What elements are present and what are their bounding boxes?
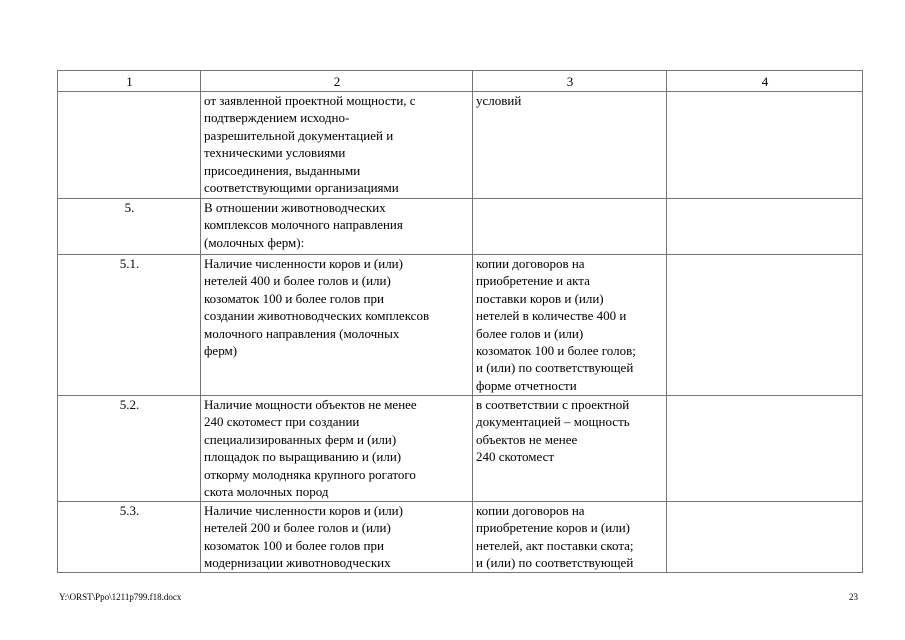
criterion-cell bbox=[201, 199, 473, 255]
column-header-3: 3 bbox=[473, 71, 667, 92]
confirmation-text: копии договоров на приобретение и акта поставки коров и (или) нетелей в количестве 400 и более голов и (или) козоматок 100 и более голов; и (или) по соответствующей форме отчетности bbox=[476, 256, 636, 393]
column-header-2: 2 bbox=[201, 71, 473, 92]
confirmation-cell bbox=[473, 502, 667, 573]
table-row bbox=[58, 92, 863, 199]
confirmation-cell bbox=[473, 396, 667, 502]
table-row bbox=[58, 255, 863, 396]
table-row bbox=[58, 396, 863, 502]
table-row bbox=[58, 502, 863, 573]
criterion-text: Наличие численности коров и (или) нетелей 400 и более голов и (или) козоматок 100 и более голов при создании животноводческих комплексов молочного направления (молочных ферм) bbox=[204, 256, 430, 359]
row-number: 5. bbox=[58, 199, 201, 255]
row-number: 5.1. bbox=[58, 255, 201, 396]
criterion-text: от заявленной проектной мощности, с подтверждением исходно- разрешительной документацией и техническими условиями присоединения, выданными соответствующими организациями bbox=[204, 93, 416, 196]
criterion-cell bbox=[201, 255, 473, 396]
confirmation-cell bbox=[473, 199, 667, 255]
criterion-cell bbox=[201, 502, 473, 573]
document-table bbox=[57, 70, 863, 573]
table-header-row bbox=[58, 71, 863, 92]
criterion-cell bbox=[201, 92, 473, 199]
column-header-4: 4 bbox=[667, 71, 863, 92]
confirmation-text: условий bbox=[476, 93, 522, 108]
footer-file-path: Y:\ORST\Ppo\1211p799.f18.docx bbox=[59, 592, 182, 602]
empty-cell bbox=[667, 199, 863, 255]
row-number: 5.2. bbox=[58, 396, 201, 502]
empty-cell bbox=[667, 396, 863, 502]
criterion-cell bbox=[201, 396, 473, 502]
confirmation-text: в соответствии с проектной документацией – мощность объектов не менее 240 скотомест bbox=[476, 397, 630, 465]
criterion-text: В отношении животноводческих комплексов молочного направления (молочных ферм): bbox=[204, 200, 403, 250]
criterion-text: Наличие численности коров и (или) нетелей 200 и более голов и (или) козоматок 100 и более голов при модернизации животноводческих bbox=[204, 503, 403, 571]
page-number: 23 bbox=[849, 592, 858, 602]
empty-cell bbox=[667, 92, 863, 199]
table-row bbox=[58, 199, 863, 255]
empty-cell bbox=[667, 255, 863, 396]
confirmation-text: копии договоров на приобретение коров и (или) нетелей, акт поставки скота; и (или) по соответствующей bbox=[476, 503, 634, 571]
criterion-text: Наличие мощности объектов не менее 240 скотомест при создании специализированных ферм и (или) площадок по выращиванию и (или) откорму молодняка крупного рогатого скота молочных пород bbox=[204, 397, 417, 500]
column-header-1: 1 bbox=[58, 71, 201, 92]
confirmation-cell bbox=[473, 255, 667, 396]
empty-cell bbox=[667, 502, 863, 573]
row-number bbox=[58, 92, 201, 199]
row-number: 5.3. bbox=[58, 502, 201, 573]
confirmation-cell bbox=[473, 92, 667, 199]
